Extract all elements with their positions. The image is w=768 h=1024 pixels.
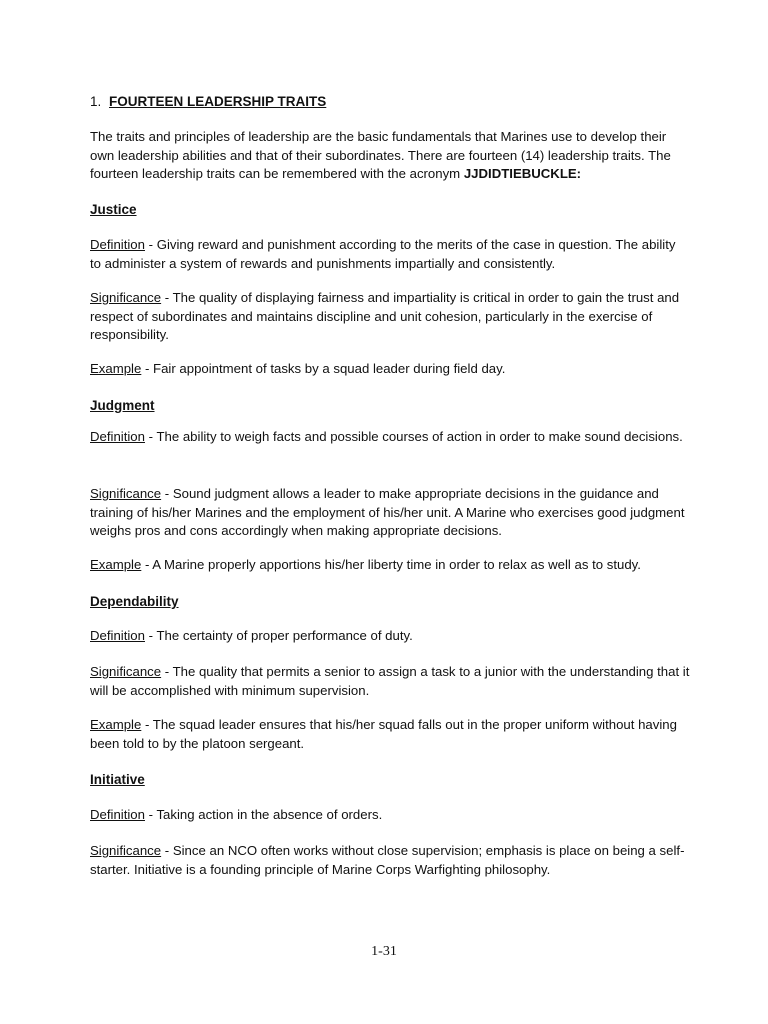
judgment-example <box>90 556 690 575</box>
dependability-example <box>90 716 690 753</box>
example-text: - A Marine properly apportions his/her liberty time in order to relax as well as to study. <box>141 557 641 572</box>
trait-heading-initiative: Initiative <box>90 772 145 787</box>
significance-text: - The quality of displaying fairness and impartiality is critical in order to gain the trust and respect of subordinates and maintains discipline and unit cohesion, particularly in the exercise of responsibility. <box>90 290 680 342</box>
significance-text: - The quality that permits a senior to assign a task to a junior with the understanding that it will be accomplished with minimum supervision. <box>90 664 690 698</box>
significance-label: Significance <box>90 486 162 501</box>
section-title: FOURTEEN LEADERSHIP TRAITS <box>109 94 327 109</box>
intro-text: The traits and principles of leadership are the basic fundamentals that Marines use to develop their own leadership abilities and that of their subordinates. There are fourteen (14) leadership traits. The fourteen leadership traits can be remembered with the acronym <box>90 129 671 181</box>
dependability-definition <box>90 627 690 646</box>
judgment-significance <box>90 485 690 541</box>
section-number: 1. <box>90 94 102 109</box>
significance-label: Significance <box>90 664 162 679</box>
initiative-significance <box>90 842 690 879</box>
significance-label: Significance <box>90 843 162 858</box>
trait-heading-dependability: Dependability <box>90 594 179 609</box>
definition-label: Definition <box>90 237 145 252</box>
judgment-definition <box>90 423 690 450</box>
definition-label: Definition <box>90 628 145 643</box>
example-label: Example <box>90 557 142 572</box>
significance-text: - Sound judgment allows a leader to make appropriate decisions in the guidance and training of his/her Marines and the employment of his/her unit. A Marine who exercises good judgment weighs pros and cons accordingly when making appropriate decisions. <box>90 486 685 538</box>
dependability-significance <box>90 663 690 700</box>
significance-text: - Since an NCO often works without close supervision; emphasis is place on being a self-starter. Initiative is a founding principle of Marine Corps Warfighting philosophy. <box>90 843 685 877</box>
definition-text: - Giving reward and punishment according to the merits of the case in question. The ability to administer a system of rewards and punishments impartially and consistently. <box>90 237 676 271</box>
justice-example <box>90 360 690 379</box>
example-text: - The squad leader ensures that his/her squad falls out in the proper uniform without having been told to by the platoon sergeant. <box>90 717 677 751</box>
example-label: Example <box>90 717 142 732</box>
justice-definition <box>90 236 690 273</box>
definition-text: - The certainty of proper performance of duty. <box>144 628 413 643</box>
significance-label: Significance <box>90 290 162 305</box>
trait-heading-justice: Justice <box>90 202 137 217</box>
definition-text: - The ability to weigh facts and possible courses of action in order to make sound decisions. <box>144 429 683 444</box>
initiative-definition <box>90 806 690 825</box>
acronym: JJDIDTIEBUCKLE: <box>463 166 582 181</box>
intro-paragraph <box>90 128 690 184</box>
definition-text: - Taking action in the absence of orders. <box>144 807 383 822</box>
example-text: - Fair appointment of tasks by a squad leader during field day. <box>141 361 506 376</box>
trait-heading-judgment: Judgment <box>90 398 155 413</box>
justice-significance <box>90 289 690 345</box>
example-label: Example <box>90 361 142 376</box>
page-number: 1-31 <box>371 944 397 959</box>
section-heading <box>90 93 326 111</box>
definition-label: Definition <box>90 429 145 444</box>
definition-label: Definition <box>90 807 145 822</box>
